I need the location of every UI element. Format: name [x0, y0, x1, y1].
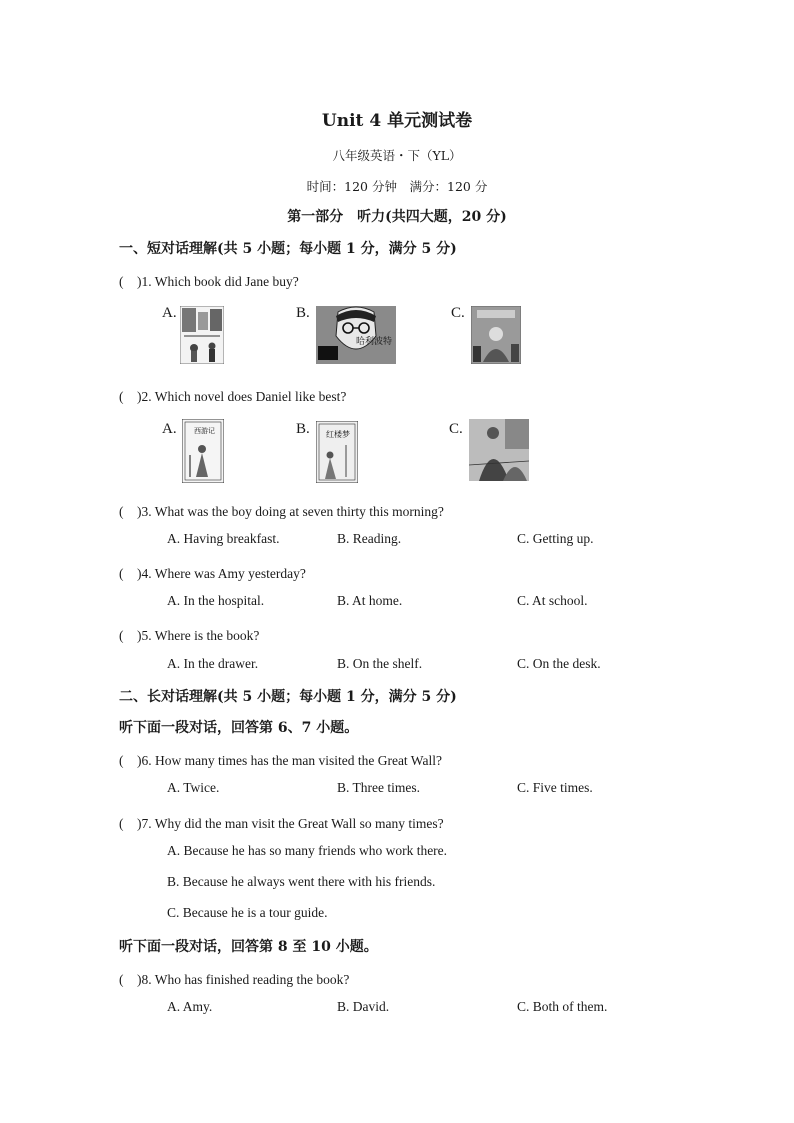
question-5: ( )5. Where is the book?	[119, 628, 260, 643]
q5-option-b[interactable]: B. On the shelf.	[337, 656, 423, 671]
q8-option-c[interactable]: C. Both of them.	[517, 999, 608, 1014]
q7-option-a[interactable]: A. Because he has so many friends who work there.	[167, 843, 448, 858]
q2-book-cover-a-image[interactable]	[182, 419, 224, 483]
q4-option-a[interactable]: A. In the hospital.	[167, 593, 265, 608]
section2-instruction-1: 听下面一段对话，回答第 6、7 小题。	[119, 720, 359, 736]
q2-book-cover-b-image[interactable]	[316, 421, 358, 483]
q2-label-c: C.	[449, 421, 463, 437]
q2-book-cover-c-image[interactable]	[469, 419, 529, 481]
q1-book-cover-a-image[interactable]	[180, 306, 224, 364]
question-2: ( )2. Which novel does Daniel like best?	[119, 389, 347, 404]
question-3: ( )3. What was the boy doing at seven thirty this morning?	[119, 504, 444, 519]
time-score: 时间：120 分钟 满分：120 分	[306, 179, 488, 194]
q2-label-b: B.	[296, 421, 310, 437]
question-8: ( )8. Who has finished reading the book?	[119, 972, 350, 987]
section2-instruction-2: 听下面一段对话，回答第 8 至 10 小题。	[119, 939, 378, 955]
q1-label-a: A.	[162, 305, 177, 321]
q2-label-a: A.	[162, 421, 177, 437]
question-4: ( )4. Where was Amy yesterday?	[119, 566, 306, 581]
part-heading: 第一部分 听力(共四大题，20 分)	[287, 209, 507, 225]
q5-option-c[interactable]: C. On the desk.	[517, 656, 601, 671]
q1-book-cover-b-image[interactable]	[316, 306, 396, 364]
question-7: ( )7. Why did the man visit the Great Wall so many times?	[119, 816, 444, 831]
q8-option-a[interactable]: A. Amy.	[167, 999, 213, 1014]
q5-option-a[interactable]: A. In the drawer.	[167, 656, 259, 671]
q3-option-a[interactable]: A. Having breakfast.	[167, 531, 280, 546]
q2-b-caption: 红楼梦	[326, 430, 350, 439]
section2-heading: 二、长对话理解(共 5 小题；每小题 1 分，满分 5 分)	[119, 689, 457, 705]
q8-option-b[interactable]: B. David.	[337, 999, 390, 1014]
question-1: ( )1. Which book did Jane buy?	[119, 274, 299, 289]
q6-option-c[interactable]: C. Five times.	[517, 780, 593, 795]
q1-label-b: B.	[296, 305, 310, 321]
q6-option-a[interactable]: A. Twice.	[167, 780, 220, 795]
subtitle: 八年级英语・下（YL）	[332, 148, 462, 163]
q1-b-caption: 哈利波特	[356, 337, 393, 347]
q7-option-c[interactable]: C. Because he is a tour guide.	[167, 905, 328, 920]
q4-option-c[interactable]: C. At school.	[517, 593, 588, 608]
q7-option-b[interactable]: B. Because he always went there with his friends.	[167, 874, 436, 889]
q1-label-c: C.	[451, 305, 465, 321]
q4-option-b[interactable]: B. At home.	[337, 593, 403, 608]
q3-option-c[interactable]: C. Getting up.	[517, 531, 594, 546]
q1-book-cover-c-image[interactable]	[471, 306, 521, 364]
q2-a-caption: 西游记	[194, 427, 215, 435]
question-6: ( )6. How many times has the man visited the Great Wall?	[119, 753, 442, 768]
q6-option-b[interactable]: B. Three times.	[337, 780, 420, 795]
page-title: Unit 4 单元测试卷	[321, 111, 473, 131]
q3-option-b[interactable]: B. Reading.	[337, 531, 402, 546]
section1-heading: 一、短对话理解(共 5 小题；每小题 1 分，满分 5 分)	[119, 241, 457, 257]
